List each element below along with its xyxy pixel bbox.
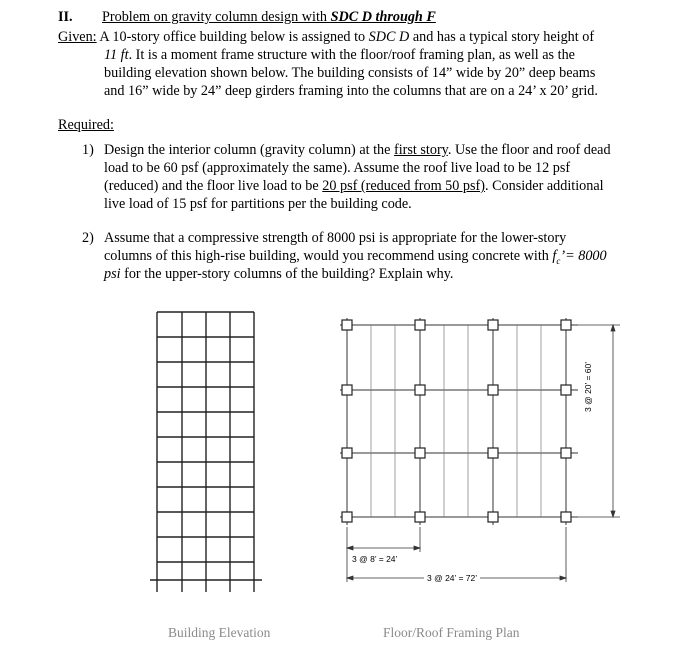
dim-bays-horizontal: 3 @ 24’ = 72’ (424, 573, 480, 583)
given-line-3: building elevation shown below. The building consists of 14” wide by 20” deep beams (104, 65, 596, 81)
given-line-2: 11 ft. It is a moment frame structure with the floor/roof framing plan, as well as the (104, 47, 575, 63)
plan-caption: Floor/Roof Framing Plan (383, 625, 520, 640)
section-title: Problem on gravity column design with SDC D through F (102, 9, 436, 25)
question-1-line-1: Design the interior column (gravity column) at the first story. Use the floor and roof dead (104, 142, 611, 158)
question-2-line-2: columns of this high-rise building, would you recommend using concrete with $f_c’= 8000$ (104, 248, 607, 266)
given-label: Given: (58, 29, 97, 45)
plan-columns (342, 320, 571, 522)
question-1-number: 1) (82, 142, 94, 158)
given-line-4: and 16” wide by 24” deep girders framing into the columns that are on a 24’ x 20’ grid. (104, 83, 598, 99)
section-number: II. (58, 9, 73, 25)
elevation-caption: Building Elevation (168, 625, 271, 640)
question-2-line-1: Assume that a compressive strength of 8000 psi is appropriate for the lower-story (104, 230, 567, 246)
question-2-line-3: psi for the upper-story columns of the building? Explain why. (104, 266, 454, 282)
dim-beam-spacing: 3 @ 8’ = 24’ (352, 554, 398, 564)
building-elevation (150, 312, 262, 592)
dim-bays-vertical: 3 @ 20’ = 60’ (583, 359, 593, 415)
required-label: Required: (58, 117, 114, 133)
question-2-number: 2) (82, 230, 94, 246)
question-1-line-4: live load of 15 psf for partitions per the building code. (104, 196, 412, 212)
question-1-line-3: (reduced) and the floor live load to be 20 psf (reduced from 50 psf). Consider additional (104, 178, 604, 194)
framing-plan (340, 318, 578, 525)
question-1-line-2: load to be 60 psf (approximately the same). Assume the roof live load to be 12 psf (104, 160, 571, 176)
given-line-1: Given: A 10-story office building below is assigned to SDC D and has a typical story height of (58, 29, 595, 45)
